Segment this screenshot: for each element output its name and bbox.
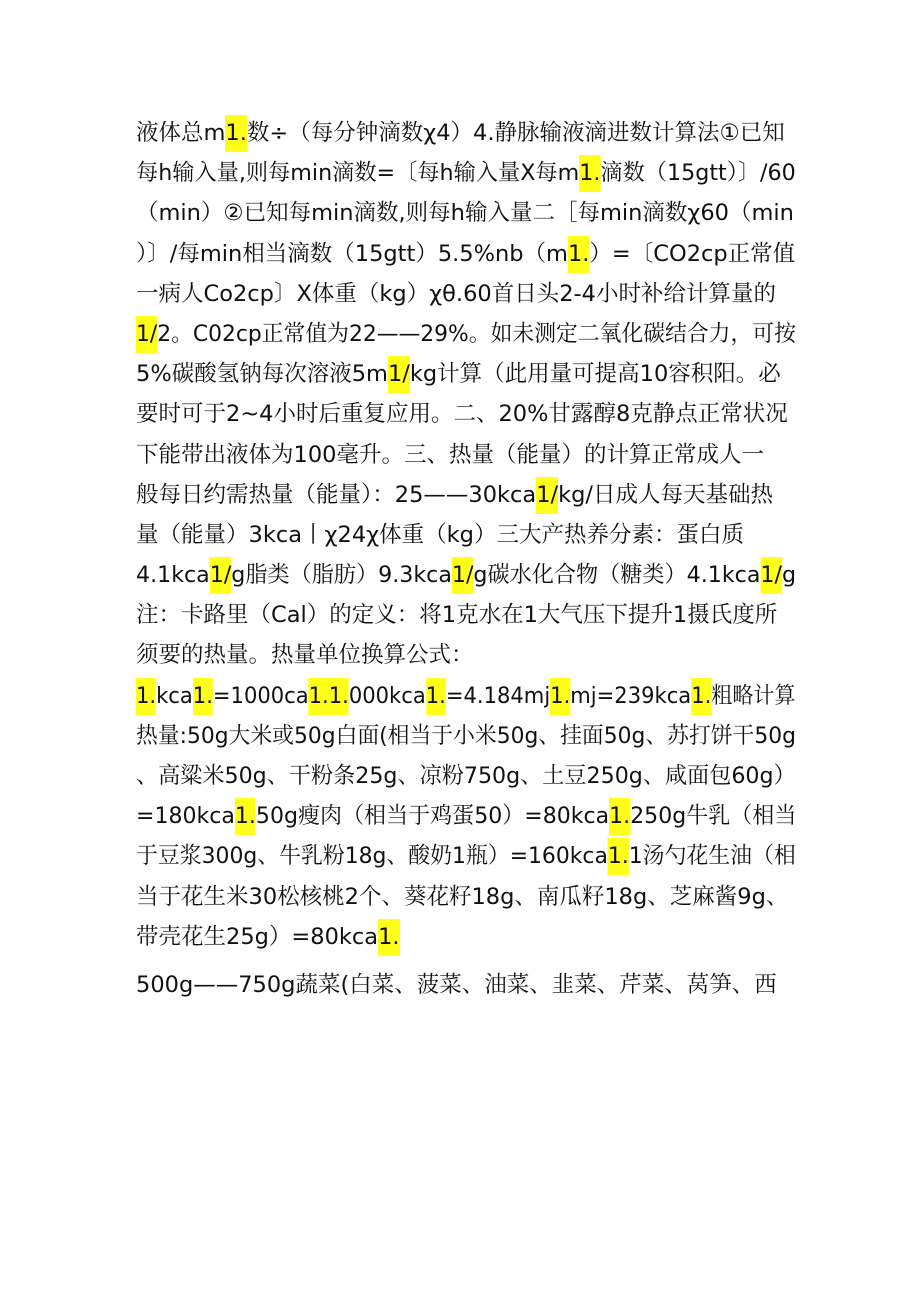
highlighted-text: 1. [378, 919, 399, 956]
text-segment: 于豆浆300g、牛乳粉18g、酸奶1瓶）=160kca [136, 843, 608, 870]
document-body [136, 113, 796, 1005]
text-line [136, 515, 796, 555]
text-line [136, 676, 796, 716]
text-segment: 下能带出液体为100毫升。三、热量（能量）的计算正常成人一 [136, 441, 764, 468]
text-line [136, 796, 797, 836]
text-segment: 每h输入量,则每min滴数=〔每h输入量X每m [136, 160, 580, 187]
text-line [136, 756, 796, 796]
highlighted-text: 1. [691, 678, 711, 715]
text-segment: kg/日成人每天基础热 [558, 481, 774, 508]
text-line [136, 435, 796, 475]
text-segment: 当于花生米30松核桃2个、葵花籽18g、南瓜籽18g、芝麻酱9g、 [136, 883, 789, 910]
highlighted-text: 1. [426, 678, 446, 715]
text-line [136, 274, 796, 314]
text-segment: 2。C02cp正常值为22——29%。如未测定二氧化碳结合力，可按 [157, 320, 796, 347]
highlighted-text: 1/ [452, 557, 474, 594]
text-segment: g [781, 562, 797, 589]
text-line [136, 635, 796, 675]
text-line [136, 193, 796, 233]
text-segment: 热量:50g大米或50g白面(相当于小米50g、挂面50g、苏打饼干50g [136, 722, 796, 749]
text-line [136, 965, 796, 1005]
highlighted-text: 1.1. [309, 678, 349, 715]
highlighted-text: 1/ [388, 356, 410, 393]
highlighted-text: 1. [235, 798, 256, 835]
text-line [136, 354, 796, 394]
text-segment: 1汤勺花生油（相 [628, 843, 796, 870]
text-segment: g碳水化合物（糖类）4.1kca [473, 562, 761, 589]
text-line [136, 475, 796, 515]
text-segment: 5%碳酸氢钠每次溶液5m [136, 361, 388, 388]
highlighted-text: 1. [568, 236, 589, 273]
text-segment: 一病人Co2cp〕X体重（kg）χθ.60首日头2-4小时补给计算量的 [136, 280, 776, 307]
text-segment: 量（能量）3kca丨χ24χ体重（kg）三大产热养分素：蛋白质 [136, 521, 744, 548]
highlighted-text: 1. [579, 155, 600, 192]
text-line [136, 877, 796, 917]
highlighted-text: 1/ [536, 477, 558, 514]
highlighted-text: 1/ [136, 316, 157, 353]
highlighted-text: 1. [193, 678, 213, 715]
text-segment: kca [156, 682, 193, 709]
text-segment: =1000ca [212, 682, 309, 709]
text-segment: 须要的热量。热量单位换算公式： [136, 642, 474, 669]
text-segment: 数÷（每分钟滴数χ4）4.静脉输液滴进数计算法①已知 [246, 120, 785, 146]
text-line [136, 314, 796, 354]
highlighted-text: 1. [136, 678, 156, 715]
text-line [136, 394, 796, 434]
text-segment: =4.184mj [445, 682, 551, 709]
text-line [136, 234, 796, 274]
text-segment: 500g——750g蔬菜(白菜、菠菜、油菜、韭菜、芹菜、莴笋、西 [136, 971, 777, 998]
text-line [136, 595, 796, 635]
text-segment: 注：卡路里（Cal）的定义：将1克水在1大气压下提升1摄氏度所 [136, 602, 778, 629]
text-line [136, 153, 796, 193]
highlighted-text: 1. [609, 798, 630, 835]
text-segment: 要时可于2~4小时后重复应用。二、20%甘露醇8克静点正常状况 [136, 401, 788, 428]
text-segment: 000kca [348, 682, 426, 709]
text-line [136, 836, 796, 876]
text-segment: 250g牛乳（相当 [630, 803, 797, 830]
text-segment: 带壳花生25g）=80kca [136, 923, 379, 950]
highlighted-text: 1. [550, 678, 570, 715]
text-segment: （min）②已知每min滴数,则每h输入量二［每min滴数χ60（min [136, 200, 794, 227]
highlighted-text: 1/ [210, 557, 232, 594]
highlighted-text: 1. [225, 115, 246, 152]
text-segment: kg计算（此用量可提高10容积阳。必 [409, 361, 781, 388]
highlighted-text: 1/ [760, 557, 782, 594]
text-segment: 、高粱米50g、干粉条25g、凉粉750g、土豆250g、咸面包60g） [136, 763, 796, 789]
text-segment: ）〕/每min相当滴数（15gtt）5.5%nb（m [136, 240, 568, 267]
text-segment: g脂类（脂肪）9.3kca [231, 562, 452, 589]
text-line [136, 716, 796, 756]
text-segment: 粗略计算 [711, 682, 796, 709]
text-segment: =180kca [136, 803, 235, 830]
text-segment: 4.1kca [136, 562, 210, 589]
text-segment: 般每日约需热量（能量）：25——30kca [136, 481, 537, 508]
text-segment: 滴数（15gtt）〕/60 [600, 160, 796, 187]
text-segment: 液体总m [136, 120, 226, 146]
text-segment: mj=239kca [570, 682, 692, 709]
text-line [136, 555, 797, 595]
text-line [136, 113, 796, 153]
text-line [136, 917, 796, 957]
text-segment: 50g瘦肉（相当于鸡蛋50）=80kca [255, 803, 610, 830]
text-segment: ）=〔CO2cp正常值 [589, 240, 796, 267]
highlighted-text: 1. [608, 838, 629, 875]
